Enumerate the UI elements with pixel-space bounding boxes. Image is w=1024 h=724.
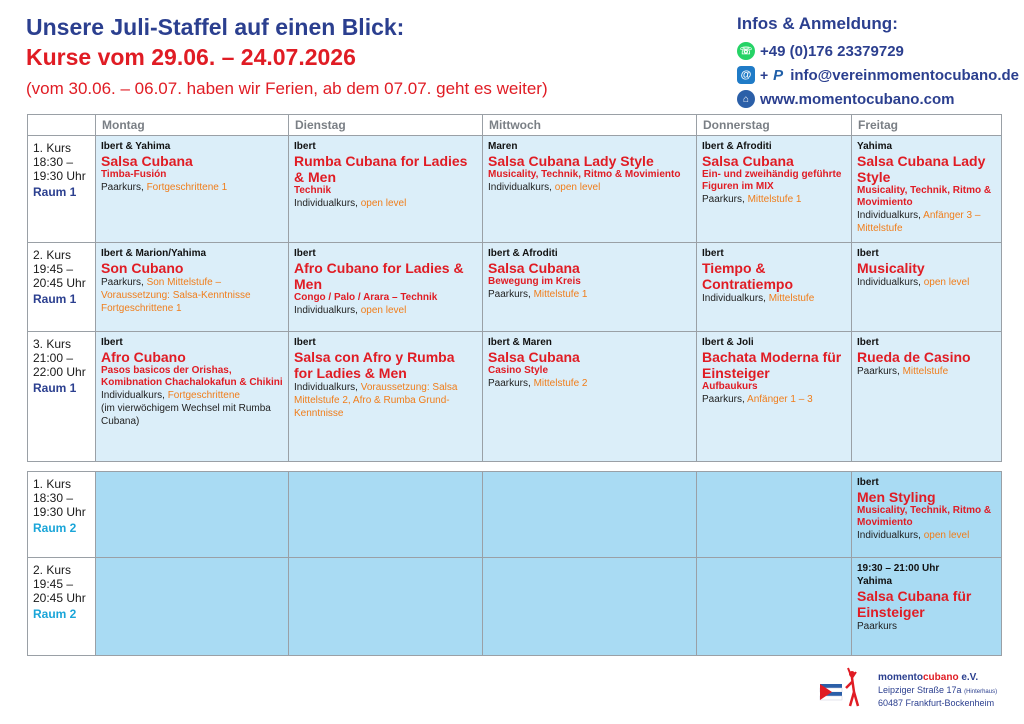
course-title: Salsa Cubana <box>488 260 580 276</box>
course-time-note: 19:30 – 21:00 Uhr <box>857 563 940 574</box>
course-format <box>857 209 996 235</box>
teacher-name: Ibert <box>857 477 879 488</box>
phone-number[interactable]: +49 (0)176 23379729 <box>760 42 904 60</box>
course-number: 3. Kurs <box>33 337 72 351</box>
empty-cell <box>483 558 697 656</box>
empty-cell <box>289 472 483 558</box>
level-label: Mittelstufe 1 <box>747 194 802 205</box>
course-format <box>857 620 996 633</box>
schedule-room2-table <box>27 471 1002 656</box>
format-label: Individualkurs, <box>101 390 165 401</box>
level-label: open level <box>554 182 601 193</box>
course-subtitle: Musicality, Technik, Ritmo & Movimiento <box>857 185 992 208</box>
course-title: Salsa Cubana <box>488 349 580 365</box>
course-subtitle: Aufbaukurs <box>702 381 758 392</box>
day-header-row <box>28 115 1002 136</box>
format-label: Individualkurs, <box>702 293 766 304</box>
contact-info <box>737 14 1019 112</box>
email-row[interactable] <box>737 64 1019 86</box>
time-start: 18:30 – <box>33 155 74 169</box>
room-label: Raum 2 <box>33 521 77 535</box>
course-subtitle: Casino Style <box>488 365 549 376</box>
course-format <box>702 393 846 406</box>
club-name: momentocubano e.V. <box>878 672 979 683</box>
format-label: Individualkurs, <box>857 530 921 541</box>
course-title: Tiempo & Contratiempo <box>702 260 793 292</box>
email-address[interactable]: info@vereinmomentocubano.de <box>790 66 1020 84</box>
course-title: Salsa Cubana <box>702 153 794 169</box>
teacher-name: Ibert & Afroditi <box>702 141 772 152</box>
course-cell <box>289 332 483 462</box>
format-label: Individualkurs, <box>294 382 358 393</box>
teacher-name: Ibert <box>294 141 316 152</box>
teacher-name: Ibert <box>702 248 724 259</box>
schedule-room1-table <box>27 114 1002 462</box>
level-label: Voraussetzung: Salsa Mittelstufe 2, Afro & Rumba Grund-Kenntnisse <box>294 382 458 419</box>
time-slot-cell <box>28 472 96 558</box>
day-header: Montag <box>96 115 289 136</box>
course-title: Men Styling <box>857 489 936 505</box>
course-format <box>294 197 477 210</box>
format-label: Individualkurs, <box>857 210 921 221</box>
day-header: Dienstag <box>289 115 483 136</box>
time-start: 21:00 – <box>33 351 74 365</box>
course-cell <box>697 243 852 332</box>
level-label: Mittelstufe <box>902 366 949 377</box>
time-slot-cell <box>28 243 96 332</box>
corner-cell <box>28 115 96 136</box>
course-cell <box>483 332 697 462</box>
course-subtitle: Bewegung im Kreis <box>488 276 581 287</box>
course-title: Musicality <box>857 260 925 276</box>
page-title: Unsere Juli-Staffel auf einen Blick: <box>26 14 405 40</box>
schedule-row <box>28 332 1002 462</box>
course-subtitle: Congo / Palo / Arara – Technik <box>294 292 438 303</box>
course-format <box>101 181 283 194</box>
course-title: Afro Cubano <box>101 349 186 365</box>
teacher-name: Ibert <box>101 337 123 348</box>
teacher-name: Maren <box>488 141 518 152</box>
empty-cell <box>483 472 697 558</box>
time-end: 22:00 Uhr <box>33 365 86 379</box>
teacher-name: Ibert <box>294 248 316 259</box>
course-title: Salsa Cubana Lady Style <box>488 153 654 169</box>
day-header: Donnerstag <box>697 115 852 136</box>
course-cell <box>483 136 697 243</box>
email-icon: @ <box>737 66 755 84</box>
format-label: Individualkurs, <box>294 305 358 316</box>
web-row[interactable] <box>737 88 1019 110</box>
level-label: open level <box>923 277 970 288</box>
format-label: Paarkurs, <box>702 194 745 205</box>
date-range-title: Kurse vom 29.06. – 24.07.2026 <box>26 44 356 70</box>
empty-cell <box>697 558 852 656</box>
format-label: Paarkurs, <box>101 182 144 193</box>
course-cell <box>483 243 697 332</box>
course-cell <box>96 136 289 243</box>
format-label: Individualkurs, <box>294 198 358 209</box>
course-format <box>294 381 477 420</box>
teacher-name: Ibert <box>857 337 879 348</box>
course-title: Salsa con Afro y Rumba for Ladies & Men <box>294 349 455 381</box>
teacher-name: Ibert <box>294 337 316 348</box>
day-header: Freitag <box>852 115 1002 136</box>
format-label: Paarkurs, <box>857 366 900 377</box>
level-label: open level <box>360 198 407 209</box>
contact-title: Infos & Anmeldung: <box>737 14 898 33</box>
time-slot-cell <box>28 332 96 462</box>
course-title: Salsa Cubana für Einsteiger <box>857 588 972 620</box>
time-slot-cell <box>28 558 96 656</box>
level-label: open level <box>923 530 970 541</box>
course-format <box>488 181 691 194</box>
day-header: Mittwoch <box>483 115 697 136</box>
format-label: Individualkurs, <box>488 182 552 193</box>
course-format <box>488 288 691 301</box>
level-label: Anfänger 3 – Mittelstufe <box>857 210 981 234</box>
format-label: Paarkurs, <box>488 289 531 300</box>
empty-cell <box>697 472 852 558</box>
home-icon: ⌂ <box>737 90 755 108</box>
club-logo <box>818 666 1008 714</box>
phone-row[interactable] <box>737 40 1019 62</box>
course-format <box>857 529 996 542</box>
course-cell <box>852 558 1002 656</box>
course-format <box>294 304 477 317</box>
course-number: 2. Kurs <box>33 563 72 577</box>
teacher-name: Ibert & Yahima <box>101 141 171 152</box>
schedule-row <box>28 472 1002 558</box>
course-subtitle: Pasos basicos der Orishas, Komibnation Chachalokafun & Chikini <box>101 365 283 388</box>
course-title: Salsa Cubana Lady Style <box>857 153 986 185</box>
teacher-name: Ibert & Afroditi <box>488 248 558 259</box>
course-cell <box>289 136 483 243</box>
format-label: Paarkurs, <box>488 378 531 389</box>
time-end: 19:30 Uhr <box>33 169 86 183</box>
teacher-name: Ibert & Joli <box>702 337 754 348</box>
website-link[interactable]: www.momentocubano.com <box>760 90 955 108</box>
teacher-name: Ibert <box>857 248 879 259</box>
paypal-icon: P <box>773 66 784 84</box>
course-title: Bachata Moderna für Einsteiger <box>702 349 842 381</box>
course-subtitle: Technik <box>294 185 332 196</box>
level-label: Mittelstufe 1 <box>533 289 588 300</box>
empty-cell <box>289 558 483 656</box>
course-format <box>702 193 846 206</box>
course-subtitle: Ein- und zweihändig geführte Figuren im MIX <box>702 169 842 192</box>
course-format <box>488 377 691 390</box>
format-label: Paarkurs, <box>702 394 745 405</box>
room-label: Raum 1 <box>33 381 77 395</box>
time-start: 19:45 – <box>33 262 74 276</box>
course-cell <box>96 243 289 332</box>
time-end: 19:30 Uhr <box>33 505 86 519</box>
course-number: 1. Kurs <box>33 477 72 491</box>
schedule-row <box>28 558 1002 656</box>
course-number: 2. Kurs <box>33 248 72 262</box>
course-format <box>857 365 996 378</box>
course-format <box>101 389 283 402</box>
club-address: Leipziger Straße 17a (Hinterhaus) 60487 Frankfurt-Bockenheim <box>878 685 998 708</box>
level-label: open level <box>360 305 407 316</box>
level-label: Fortgeschrittene 1 <box>146 182 228 193</box>
time-slot-cell <box>28 136 96 243</box>
course-subtitle: Musicality, Technik, Ritmo & Movimiento <box>857 505 992 528</box>
format-label: Paarkurs, <box>101 277 144 288</box>
empty-cell <box>96 472 289 558</box>
course-cell <box>852 243 1002 332</box>
level-label: Fortgeschrittene <box>167 390 240 401</box>
course-number: 1. Kurs <box>33 141 72 155</box>
course-title: Salsa Cubana <box>101 153 193 169</box>
format-label: Individualkurs, <box>857 277 921 288</box>
plus-sign: + <box>760 67 769 83</box>
course-cell <box>96 332 289 462</box>
course-title: Son Cubano <box>101 260 184 276</box>
schedule-row <box>28 243 1002 332</box>
time-start: 19:45 – <box>33 577 74 591</box>
course-title: Rumba Cubana for Ladies & Men <box>294 153 468 185</box>
course-cell <box>289 243 483 332</box>
dancer-flag-logo-icon <box>818 666 870 714</box>
holiday-note: (vom 30.06. – 06.07. haben wir Ferien, ab dem 07.07. geht es weiter) <box>26 79 548 98</box>
teacher-name: Ibert & Maren <box>488 337 552 348</box>
course-cell <box>852 136 1002 243</box>
level-label: Mittelstufe 2 <box>533 378 588 389</box>
schedule-row <box>28 136 1002 243</box>
level-label: Anfänger 1 – 3 <box>747 394 813 405</box>
course-cell <box>852 332 1002 462</box>
level-label: Son Mittelstufe – Voraussetzung: Salsa-Kenntnisse Fortgeschrittene 1 <box>101 277 251 314</box>
course-cell <box>852 472 1002 558</box>
course-format <box>101 276 283 315</box>
course-cell <box>697 136 852 243</box>
course-subtitle: Timba-Fusión <box>101 169 167 180</box>
course-format <box>857 276 996 289</box>
level-label: Mittelstufe <box>768 293 815 304</box>
teacher-name: Ibert & Marion/Yahima <box>101 248 207 259</box>
time-end: 20:45 Uhr <box>33 276 86 290</box>
time-end: 20:45 Uhr <box>33 591 86 605</box>
teacher-name: Yahima <box>857 576 893 587</box>
time-start: 18:30 – <box>33 491 74 505</box>
course-cell <box>697 332 852 462</box>
room-label: Raum 1 <box>33 292 77 306</box>
format-label: Paarkurs <box>857 621 898 632</box>
empty-cell <box>96 558 289 656</box>
whatsapp-icon: ☏ <box>737 42 755 60</box>
course-format <box>702 292 846 305</box>
room-label: Raum 2 <box>33 607 77 621</box>
course-title: Afro Cubano for Ladies & Men <box>294 260 464 292</box>
course-note: (im vierwöchigem Wechsel mit Rumba Cubana) <box>101 403 271 427</box>
teacher-name: Yahima <box>857 141 893 152</box>
course-subtitle: Musicality, Technik, Ritmo & Movimiento <box>488 169 681 180</box>
room-label: Raum 1 <box>33 185 77 199</box>
course-title: Rueda de Casino <box>857 349 971 365</box>
